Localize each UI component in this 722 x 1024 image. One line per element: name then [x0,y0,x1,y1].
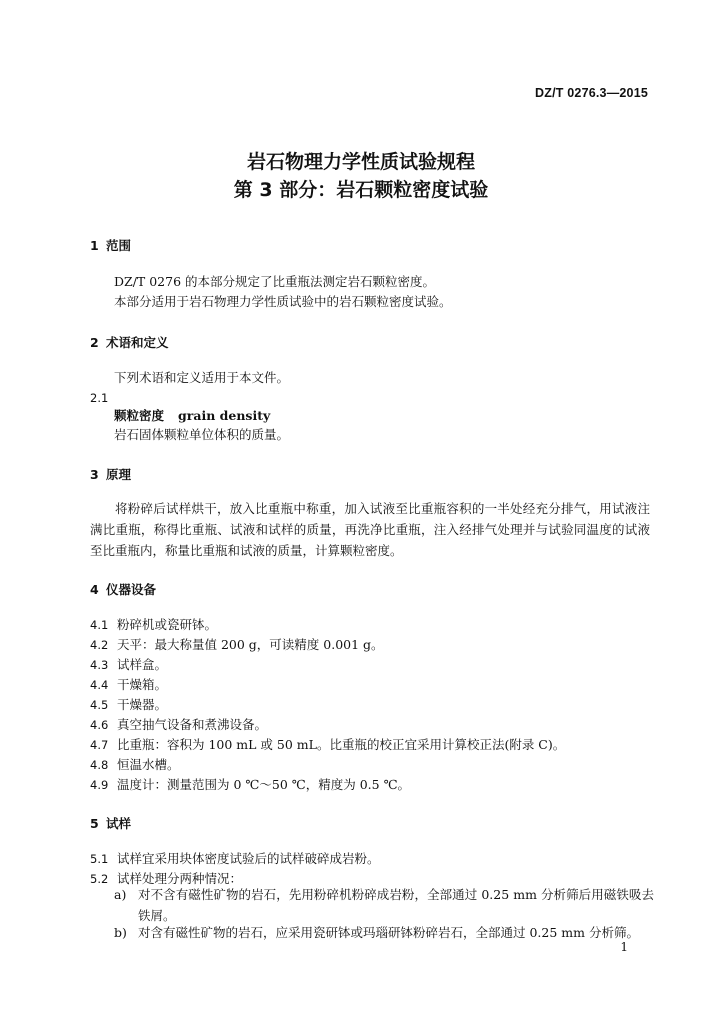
item-number: 4.5 [90,698,109,712]
list-item [90,635,384,653]
item-number: 4.6 [90,718,109,732]
item-number: 5.1 [90,852,109,866]
doc-subtitle: 第 3 部分：岩石颗粒密度试验 [233,179,489,201]
section-number: 5 [90,816,99,831]
list-item [90,755,180,773]
item-text: 试样宜采用块体密度试验后的试样破碎成岩粉。 [117,851,380,866]
section-number: 2 [90,335,99,350]
doc-title: 岩石物理力学性质试验规程 [246,151,475,173]
item-text: 真空抽气设备和煮沸设备。 [117,717,268,732]
item-text: 恒温水槽。 [117,757,180,772]
item-number: 4.4 [90,678,109,692]
sub-item [114,922,654,943]
list-item [90,655,167,673]
item-text: 比重瓶：容积为 100 mL 或 50 mL。比重瓶的校正宜采用计算校正法(附录 C)。 [117,737,566,752]
section-3-heading [90,465,131,483]
page-number: 1 [620,940,628,954]
section-4-heading [90,580,156,598]
item-number: 4.7 [90,738,109,752]
item-text: 干燥器。 [117,697,168,712]
sub-item-text: 对不含有磁性矿物的岩石，先用粉碎机粉碎成岩粉，全部通过 0.25 mm 分析筛后用磁铁吸去铁屑。 [138,887,654,923]
section-5-heading [90,814,131,832]
list-item [90,775,410,793]
item-number: 4.9 [90,778,109,792]
section-number: 1 [90,238,99,253]
item-text: 天平：最大称量值 200 g，可读精度 0.001 g。 [117,637,384,652]
section-title: 试样 [106,816,132,831]
sub-item-text: 对含有磁性矿物的岩石，应采用瓷研钵或玛瑙研钵粉碎岩石，全部通过 0.25 mm 分析筛。 [138,925,639,940]
item-text: 温度计：测量范围为 0 ℃～50 ℃，精度为 0.5 ℃。 [117,777,411,792]
term-number: 2.1 [90,391,109,405]
section-number: 4 [90,582,99,597]
item-number: 4.2 [90,638,109,652]
section-number: 3 [90,467,99,482]
list-item [90,695,167,713]
term-en: grain density [178,408,271,423]
item-text: 粉碎机或瓷研钵。 [117,617,218,632]
term-cn: 颗粒密度 [114,408,165,423]
section-title: 术语和定义 [106,335,169,350]
item-number: 4.1 [90,618,109,632]
sub-item-letter: b) [114,925,127,940]
item-text: 试样盒。 [117,657,168,672]
principle-paragraph: 将粉碎后试样烘干，放入比重瓶中称重，加入试液至比重瓶容积的一半处经充分排气，用试液注满比重瓶，称得比重瓶、试液和试样的质量，再洗净比重瓶，注入经排气处理并与试验同温度的试液至比重瓶内，称量比重瓶和试液的质量，计算颗粒密度。 [90,501,650,558]
item-text: 干燥箱。 [117,677,168,692]
section-title: 原理 [106,467,132,482]
section-title: 仪器设备 [106,582,157,597]
section-title: 范围 [106,238,132,253]
sub-item [114,884,654,926]
standard-code: DZ/T 0276.3—2015 [535,86,648,100]
section-2-heading [90,333,169,351]
item-number: 4.3 [90,658,109,672]
section-1-heading [90,236,131,254]
list-item [90,615,217,633]
term-entry [114,406,270,427]
item-text: 试样处理分两种情况： [117,871,243,886]
item-number: 4.8 [90,758,109,772]
paragraph-line: 下列术语和定义适用于本文件。 [114,370,290,385]
sub-item-letter: a) [114,887,127,902]
paragraph-line: DZ/T 0276 的本部分规定了比重瓶法测定岩石颗粒密度。 [114,274,436,289]
list-item [90,715,267,733]
list-item [90,735,565,753]
list-item [90,849,380,867]
item-number: 5.2 [90,872,109,886]
term-definition: 岩石固体颗粒单位体积的质量。 [114,427,290,442]
list-item [90,675,167,693]
paragraph-line: 本部分适用于岩石物理力学性质试验中的岩石颗粒密度试验。 [114,294,452,309]
